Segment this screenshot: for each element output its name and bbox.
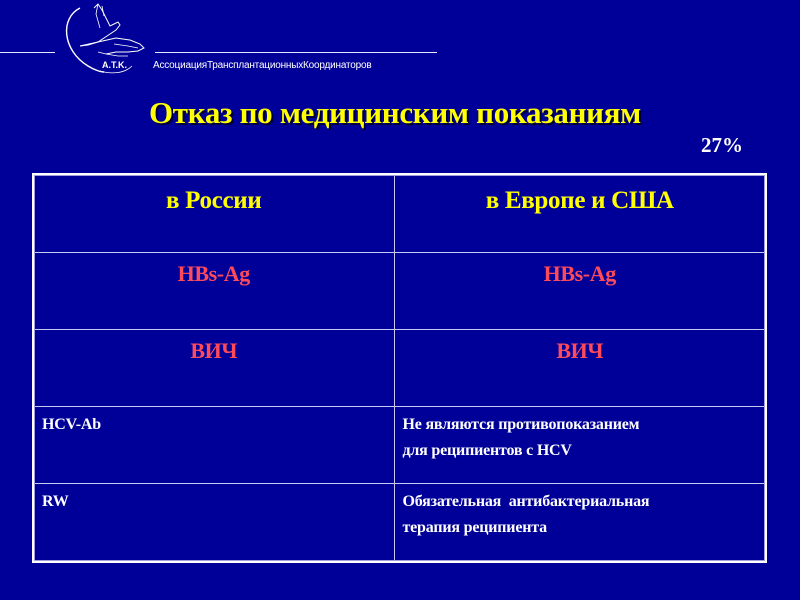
cell-text-line: для реципиентов с HCV <box>402 442 572 460</box>
cell-text: RW <box>42 493 69 511</box>
table-header-row <box>34 175 765 252</box>
comparison-table <box>32 173 767 563</box>
cell-text: HCV-Ab <box>42 416 101 434</box>
slide-title: Отказ по медицинским показаниям <box>148 95 641 130</box>
cell-text-line: Не являются противопоказанием <box>402 416 640 434</box>
header-rule-left <box>0 52 55 53</box>
header-rule-right <box>155 52 437 53</box>
table-row <box>34 252 765 329</box>
cell-russia <box>34 407 394 484</box>
atk-logo <box>58 0 153 78</box>
table-row <box>34 407 765 484</box>
hands-logo-icon <box>58 0 153 78</box>
cell-russia: ВИЧ <box>34 329 394 406</box>
cell-text-line: Обязательная антибактериальная <box>402 493 650 511</box>
table-row <box>34 484 765 561</box>
cell-russia: HBs-Ag <box>34 252 394 329</box>
percent-value: 27% <box>701 133 743 157</box>
cell-text-line: терапия реципиента <box>402 519 547 537</box>
column-header-russia: в России <box>34 175 394 252</box>
cell-europe-usa <box>394 484 765 561</box>
cell-europe-usa: ВИЧ <box>394 329 765 406</box>
organization-name: АссоциацияТрансплантационныхКоординаторов <box>153 60 372 71</box>
table-row <box>34 329 765 406</box>
cell-russia <box>34 484 394 561</box>
column-header-europe-usa: в Европе и США <box>394 175 765 252</box>
logo-label: A.T.K. <box>102 60 128 70</box>
cell-europe-usa <box>394 407 765 484</box>
cell-europe-usa: HBs-Ag <box>394 252 765 329</box>
